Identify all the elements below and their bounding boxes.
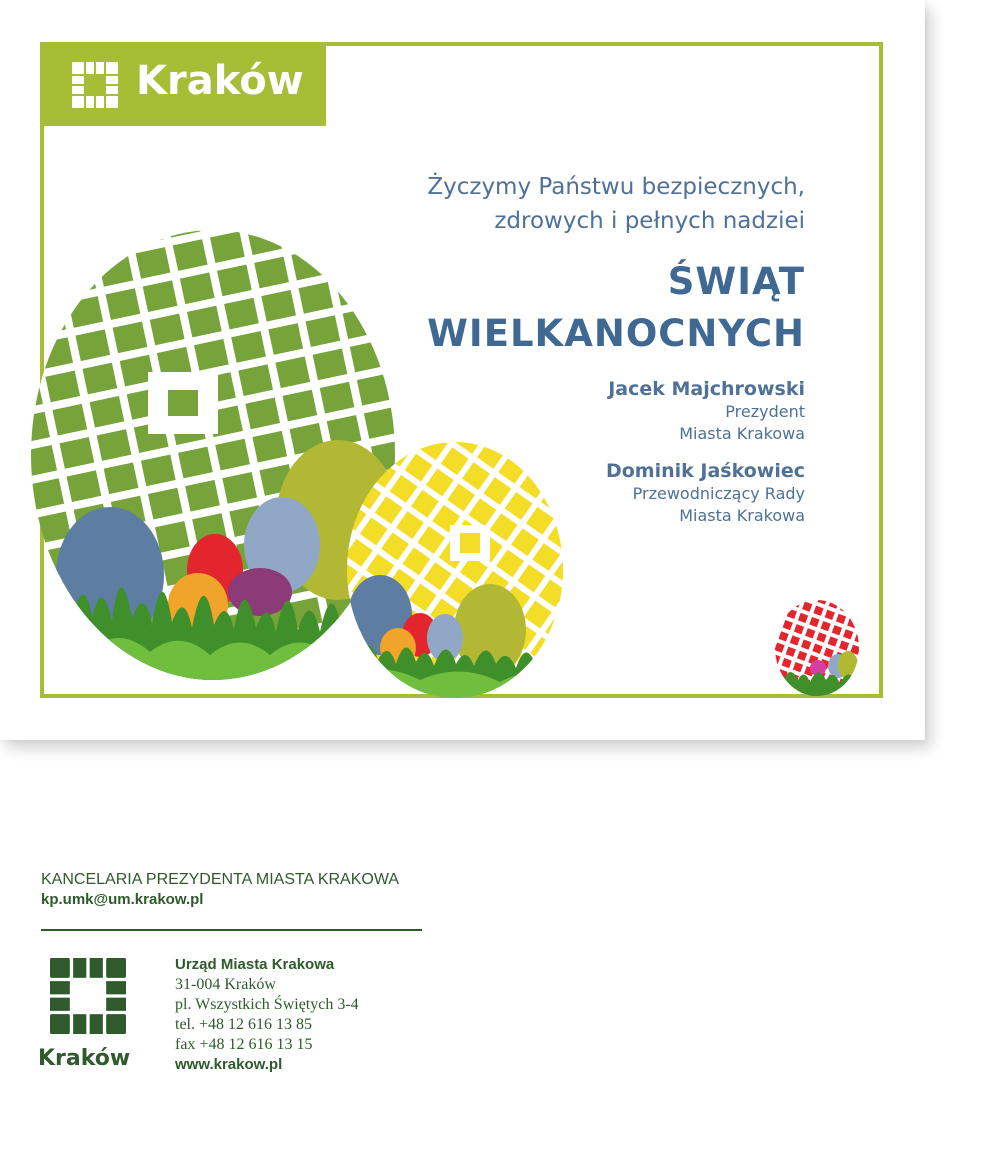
address-tel: tel. +48 12 616 13 85 bbox=[175, 1016, 313, 1033]
wish-line-2: zdrowych i pełnych nadziei bbox=[494, 208, 805, 234]
signer-role: Przewodniczący Rady bbox=[632, 484, 805, 503]
signer-council-chair bbox=[606, 459, 805, 527]
red-egg bbox=[770, 600, 870, 700]
address-fax: fax +48 12 616 13 15 bbox=[175, 1036, 313, 1053]
footer-logo-text: Kraków bbox=[38, 1046, 131, 1071]
signer-role: Miasta Krakowa bbox=[679, 424, 805, 443]
title-line-1: ŚWIĄT bbox=[667, 260, 805, 303]
signer-name: Dominik Jaśkowiec bbox=[605, 460, 805, 482]
office-name: KANCELARIA PREZYDENTA MIASTA KRAKOWA bbox=[41, 871, 400, 888]
title-line-2: WIELKANOCNYCH bbox=[427, 312, 805, 355]
signer-role: Miasta Krakowa bbox=[679, 506, 805, 525]
office-email-link[interactable]: kp.umk@um.krakow.pl bbox=[41, 891, 204, 908]
signer-mayor bbox=[608, 377, 805, 445]
krakow-footer-logo-icon bbox=[50, 958, 126, 1034]
address-org: Urząd Miasta Krakowa bbox=[175, 956, 335, 973]
signer-name: Jacek Majchrowski bbox=[608, 378, 805, 400]
address-postal: 31-004 Kraków bbox=[175, 976, 276, 993]
office-block bbox=[41, 870, 399, 910]
wish-text bbox=[427, 170, 805, 238]
address-block bbox=[175, 955, 359, 1075]
wish-line-1: Życzymy Państwu bezpiecznych, bbox=[427, 174, 805, 200]
card-title bbox=[427, 256, 805, 360]
logo-text: Kraków bbox=[136, 58, 304, 104]
green-egg bbox=[30, 230, 400, 690]
footer-divider bbox=[41, 929, 422, 931]
website-link[interactable]: www.krakow.pl bbox=[175, 1056, 283, 1073]
signer-role: Prezydent bbox=[725, 402, 805, 421]
address-street: pl. Wszystkich Świętych 3-4 bbox=[175, 996, 359, 1013]
